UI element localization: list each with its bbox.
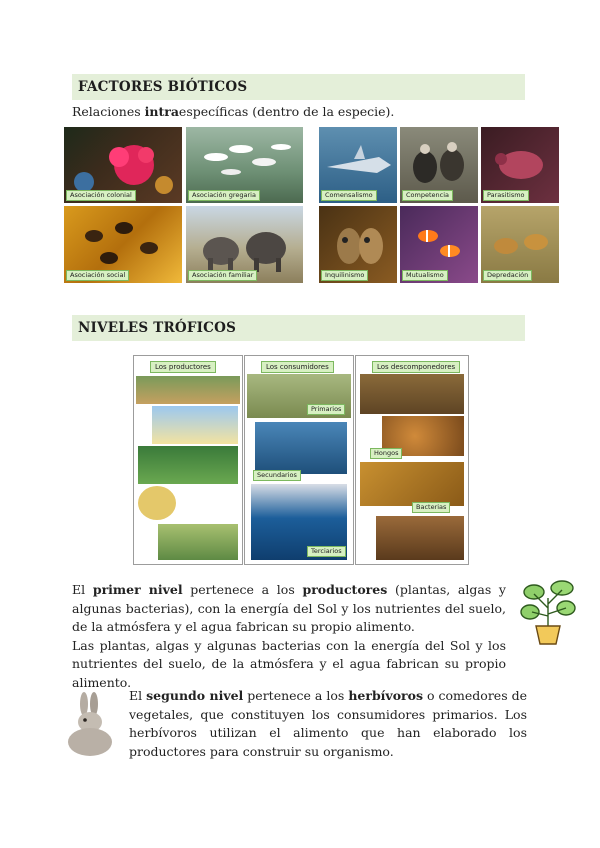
photo-elephants [186, 206, 303, 283]
photo-tick [481, 127, 559, 203]
tag-bacterias: Bacterias [412, 502, 450, 513]
photo-shark [319, 127, 397, 203]
label-asociacion-social: Asociación social [66, 270, 129, 281]
image-seal-fox [255, 422, 347, 474]
image-decomposing-log [360, 374, 464, 414]
photo-cheetahs [481, 206, 559, 283]
rabbit-icon [62, 692, 120, 760]
photo-vultures [400, 127, 478, 203]
image-leaf-litter [376, 516, 464, 560]
photo-birds-flock [186, 127, 303, 203]
panel-descomponedores [355, 355, 469, 565]
paragraph-primer-nivel [72, 581, 506, 692]
subtitle-relaciones: Relaciones intraespecíficas (dentro de la especie). [72, 104, 395, 119]
image-algae [138, 486, 176, 520]
panel-title-descomponedores: Los descomponedores [372, 361, 460, 373]
image-plants [136, 376, 240, 404]
potted-plant-icon [520, 578, 578, 648]
section-header-factores-bioticos [72, 74, 525, 100]
paragraph-primer-nivel-part1: El primer nivel pertenece a los productores (plantas, algas y algunas bacterias), con la energía del Sol y los nutrientes del suelo, de la atmósfera y el agua fabrican su propio alimento. [72, 582, 506, 634]
label-inquilinismo: Inquilinismo [321, 270, 368, 281]
panel-title-productores: Los productores [150, 361, 216, 373]
panel-productores [133, 355, 243, 565]
section-title: FACTORES BIÓTICOS [78, 79, 248, 95]
tag-hongos: Hongos [370, 448, 402, 459]
tag-terciarios: Terciarios [307, 546, 346, 557]
tag-secundarios: Secundarios [253, 470, 301, 481]
label-asociacion-gregaria: Asociación gregaria [188, 190, 260, 201]
paragraph-segundo-nivel: El segundo nivel pertenece a los herbívoros o comedores de vegetales, que constituyen los consumidores primarios. Los herbívoros utilizan el alimento que han elaborado los productores para construir su organismo. [129, 688, 527, 759]
panel-consumidores [244, 355, 354, 565]
label-competencia: Competencia [402, 190, 453, 201]
label-mutualismo: Mutualismo [402, 270, 448, 281]
photo-bees [64, 206, 182, 283]
section-header-niveles-troficos [72, 315, 525, 341]
panel-title-consumidores: Los consumidores [261, 361, 334, 373]
label-parasitismo: Parasitismo [483, 190, 529, 201]
image-forest [158, 524, 238, 560]
section-title: NIVELES TRÓFICOS [78, 320, 237, 336]
label-asociacion-colonial: Asociación colonial [66, 190, 136, 201]
label-depredacion: Depredación [483, 270, 532, 281]
tag-primarios: Primarios [307, 404, 345, 415]
label-comensalismo: Comensalismo [321, 190, 377, 201]
label-asociacion-familiar: Asociación familiar [188, 270, 257, 281]
photo-owls [319, 206, 397, 283]
paragraph-primer-nivel-part2: Las plantas, algas y algunas bacterias con la energía del Sol y los nutrientes del suelo, de la atmósfera y el agua fabrican su propio alimento. [72, 637, 506, 690]
image-sunflowers [152, 406, 238, 444]
image-trees [138, 446, 238, 484]
image-mushrooms [360, 462, 464, 506]
photo-clownfish [400, 206, 478, 283]
photo-coral-colony [64, 127, 182, 203]
